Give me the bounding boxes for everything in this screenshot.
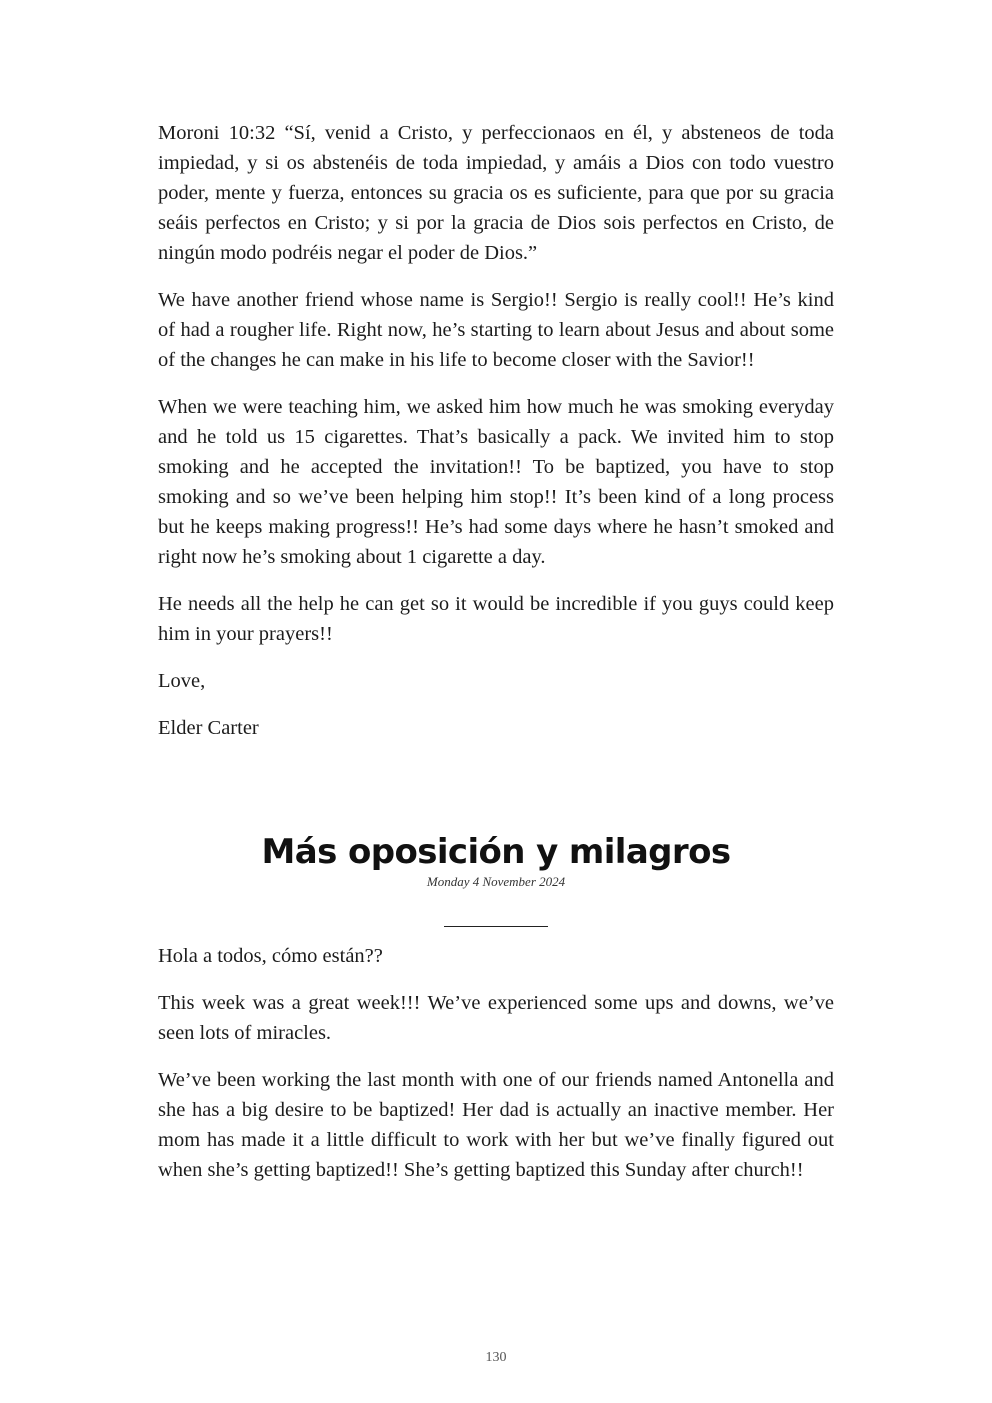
body-paragraph: He needs all the help he can get so it would be incredible if you guys could keep him in your prayers!! [158, 593, 834, 645]
scripture-paragraph: Moroni 10:32 “Sí, venid a Cristo, y perfeccionaos en él, y absteneos de toda impiedad, y si os abstenéis de toda impiedad, y amáis a Dios con todo vuestro poder, mente y fuerza, entonces su gracia os es suficiente, para que por su gracia seáis perfectos en Cristo; y si por la gracia de Dios sois perfectos en Cristo, de ningún modo podréis negar el poder de Dios.” [158, 122, 834, 264]
body-paragraph: When we were teaching him, we asked him how much he was smoking everyday and he told us 15 cigarettes. That’s basically a pack. We invited him to stop smoking and he accepted the invitation!! To be baptized, you have to stop smoking and so we’ve been helping him stop!! It’s been kind of a long process but he keeps making progress!! He’s had some days where he hasn’t smoked and right now he’s smoking about 1 cigarette a day. [158, 396, 834, 568]
title-divider [444, 926, 548, 927]
signature: Elder Carter [158, 717, 259, 739]
letter-section-2 [158, 830, 834, 1185]
chapter-date: Monday 4 November 2024 [426, 874, 566, 889]
body-paragraph: This week was a great week!!! We’ve experienced some ups and downs, we’ve seen lots of miracles. [158, 992, 834, 1044]
body-paragraph: We have another friend whose name is Sergio!! Sergio is really cool!! He’s kind of had a rougher life. Right now, he’s starting to learn about Jesus and about some of the changes he can make in his life to become closer with the Savior!! [158, 289, 834, 371]
greeting-paragraph: Hola a todos, cómo están?? [158, 945, 383, 967]
section-spacer [158, 760, 834, 830]
body-paragraph: We’ve been working the last month with one of our friends named Antonella and she has a big desire to be baptized! Her dad is actually an inactive member. Her mom has made it a little difficult to work with her but we’ve finally figured out when she’s getting baptized!! She’s getting baptized this Sunday after church!! [158, 1069, 834, 1181]
closing-line: Love, [158, 670, 206, 692]
letter-section-1 [158, 118, 834, 743]
chapter-title: Más oposición y milagros [261, 832, 731, 872]
document-page [158, 118, 834, 1202]
page-number: 130 [485, 1350, 507, 1365]
